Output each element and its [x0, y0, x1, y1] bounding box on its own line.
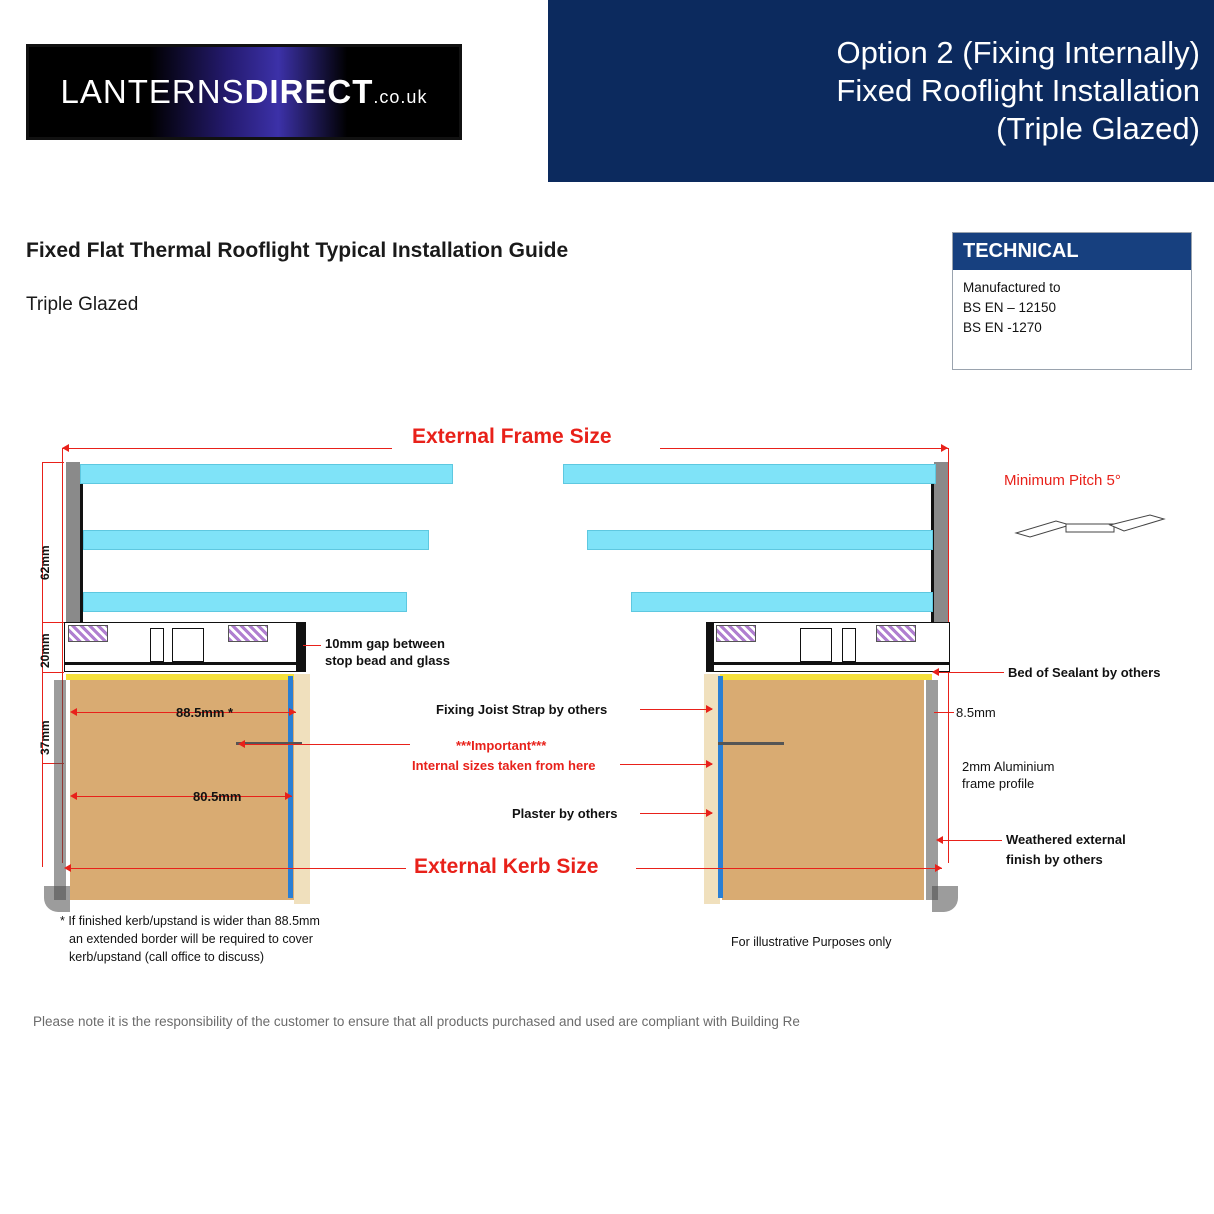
kerb-footnote	[60, 912, 320, 966]
right-profile-underside	[712, 662, 950, 665]
right-profile-chamber-2	[842, 628, 856, 662]
dim-885mm: 88.5mm *	[176, 705, 234, 720]
technical-line-3: BS EN -1270	[963, 320, 1042, 335]
callout-weathered-line-2: finish by others	[1006, 852, 1103, 867]
callout-weathered	[1006, 830, 1126, 870]
brand-logo-inner	[29, 47, 459, 137]
dim-805-arrow-right	[285, 792, 292, 800]
left-profile-chamber-2	[172, 628, 204, 662]
dim-37mm: 37mm	[38, 720, 52, 755]
brand-logo-suffix: .co.uk	[373, 87, 428, 107]
callout-sealant-arrow	[932, 668, 939, 676]
right-plaster-line	[718, 676, 723, 898]
callout-important-arrow-left	[238, 740, 245, 748]
callout-joist-arrow	[706, 705, 713, 713]
pitch-icon	[1014, 505, 1166, 545]
kerb-dim-arrow-left	[64, 864, 71, 872]
callout-important-arrow-right	[706, 760, 713, 768]
header-title-panel	[548, 0, 1214, 182]
right-profile-chamber-1	[800, 628, 832, 662]
brand-logo-part1: LANTERNS	[60, 73, 245, 110]
right-profile-end-cap	[706, 622, 714, 672]
header-title-line-2: Fixed Rooflight Installation	[836, 73, 1200, 108]
callout-weathered-arrow	[936, 836, 943, 844]
callout-joist-leader	[640, 709, 712, 710]
callout-gap-line-1: 10mm gap between	[325, 636, 445, 651]
left-hatch-1	[68, 625, 108, 642]
callout-gap	[325, 635, 465, 669]
callout-alu-line-1: 2mm Aluminium	[962, 759, 1055, 774]
callout-important-leader-right	[620, 764, 712, 765]
brand-logo-text	[61, 73, 428, 111]
installation-diagram	[0, 400, 1214, 1000]
callout-sealant-leader	[934, 672, 1004, 673]
kerb-dim-line-right	[636, 868, 942, 869]
callout-alu-line-2: frame profile	[962, 776, 1035, 791]
header-title-line-1: Option 2 (Fixing Internally)	[836, 35, 1200, 70]
kerb-dim-line-left	[66, 868, 406, 869]
technical-body	[953, 270, 1191, 346]
kerb-dim-arrow-right	[935, 864, 942, 872]
frame-dim-arrow-left	[62, 444, 69, 452]
glass-pane-outer-left	[80, 464, 453, 484]
dim-85mm: 8.5mm	[956, 705, 996, 720]
callout-important-leader-left	[240, 744, 410, 745]
vdim-tick-1	[42, 462, 64, 463]
technical-line-2: BS EN – 12150	[963, 300, 1057, 315]
dim-85-line	[934, 712, 954, 713]
dim-805-arrow-left	[70, 792, 77, 800]
glass-pane-middle-left	[83, 530, 429, 550]
right-frame-upright	[934, 462, 948, 632]
right-hatch-1	[716, 625, 756, 642]
technical-heading: TECHNICAL	[953, 233, 1191, 270]
right-fixing-screw	[718, 742, 784, 745]
external-frame-size-label: External Frame Size	[412, 425, 612, 448]
disclaimer-text: Please note it is the responsibility of the customer to ensure that all products purchased and used are compliant with Building Re	[33, 1014, 800, 1029]
vdim-tick-3	[42, 672, 64, 673]
frame-dim-line-right	[660, 448, 948, 449]
dim-885-arrow-right	[289, 708, 296, 716]
callout-plaster-leader	[640, 813, 712, 814]
minimum-pitch-label: Minimum Pitch 5°	[1004, 472, 1121, 489]
left-profile-underside	[64, 662, 302, 665]
kerb-footnote-line-3: kerb/upstand (call office to discuss)	[69, 950, 265, 964]
right-finish-return	[932, 886, 958, 912]
left-profile-chamber-1	[150, 628, 164, 662]
header-title-line-3: (Triple Glazed)	[996, 111, 1200, 146]
callout-weathered-line-1: Weathered external	[1006, 832, 1126, 847]
brand-logo-part2: DIRECT	[244, 73, 374, 110]
glass-pane-inner-left	[83, 592, 407, 612]
page-subtitle: Triple Glazed	[26, 294, 139, 315]
left-profile-end-cap	[296, 622, 306, 672]
vdim-tick-2	[42, 622, 64, 623]
dim-805-line	[72, 796, 292, 797]
right-hatch-2	[876, 625, 916, 642]
left-hatch-2	[228, 625, 268, 642]
frame-dim-arrow-right	[941, 444, 948, 452]
right-kerb-timber	[722, 680, 924, 900]
technical-line-1: Manufactured to	[963, 280, 1061, 295]
glass-pane-middle-right	[587, 530, 933, 550]
dim-20mm: 20mm	[38, 633, 52, 668]
brand-logo	[26, 44, 462, 140]
frame-dim-line-left	[62, 448, 392, 449]
callout-important-text: Internal sizes taken from here	[412, 758, 596, 773]
left-finish-return	[44, 886, 70, 912]
callout-gap-leader	[303, 645, 321, 646]
page-title: Fixed Flat Thermal Rooflight Typical Installation Guide	[26, 239, 569, 262]
technical-panel	[952, 232, 1192, 370]
dim-62mm: 62mm	[38, 545, 52, 580]
kerb-footnote-line-1: * If finished kerb/upstand is wider than 88.5mm	[60, 914, 320, 928]
callout-gap-line-2: stop bead and glass	[325, 653, 450, 668]
callout-joist-strap: Fixing Joist Strap by others	[436, 702, 608, 717]
dim-885-arrow-left	[70, 708, 77, 716]
illustrative-note: For illustrative Purposes only	[731, 935, 892, 949]
callout-sealant: Bed of Sealant by others	[1008, 665, 1161, 680]
kerb-footnote-line-2: an extended border will be required to cover	[69, 932, 313, 946]
callout-important-title: ***Important***	[456, 738, 547, 753]
page-header	[0, 0, 1214, 182]
external-kerb-size-label: External Kerb Size	[414, 855, 599, 878]
left-frame-upright	[66, 462, 80, 632]
dim-805mm: 80.5mm	[193, 789, 242, 804]
callout-plaster: Plaster by others	[512, 806, 618, 821]
callout-plaster-arrow	[706, 809, 713, 817]
glass-pane-inner-right	[631, 592, 933, 612]
glass-pane-outer-right	[563, 464, 936, 484]
callout-weathered-leader	[938, 840, 1002, 841]
left-kerb-outer-board	[294, 674, 310, 904]
callout-alu-profile	[962, 758, 1054, 792]
